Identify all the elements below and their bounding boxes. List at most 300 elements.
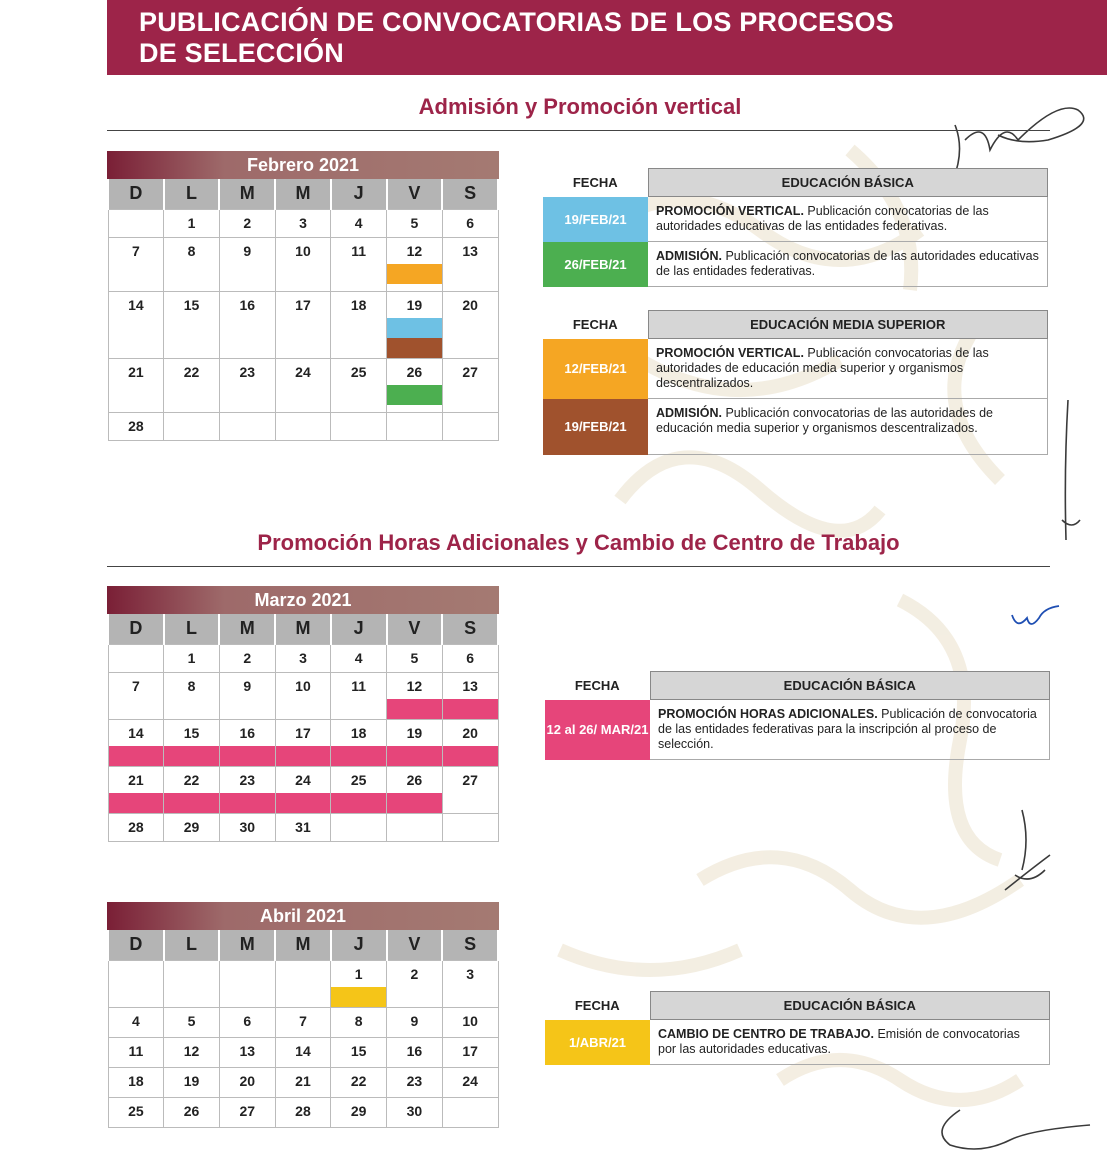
calendar-day-number: 28 [128,417,144,434]
calendar-day-number: 19 [406,724,423,741]
weekday-header: M [219,614,275,644]
calendar-day-number [109,645,164,671]
calendar-day-cell [387,237,443,291]
table-row [545,700,1050,760]
date-highlight-bar [164,793,219,813]
calendar-day-cell [164,719,220,766]
calendar-day-cell [331,1097,387,1127]
calendar-day-number: 16 [239,724,256,741]
weekday-header: V [387,179,443,209]
date-cell: 12 al 26/ MAR/21 [545,700,650,760]
calendar-day-cell [219,1037,275,1067]
calendar-day-cell [164,644,220,672]
calendar-month-title: Abril 2021 [107,902,499,930]
header-line-1: PUBLICACIÓN DE CONVOCATORIAS DE LOS PROCESOS [139,7,894,37]
calendar-day-number: 26 [406,771,423,788]
calendar-day-cell [331,644,387,672]
calendar-day-number: 9 [410,1012,419,1029]
calendar-day-cell [108,1037,164,1067]
calendar-day-number: 15 [183,296,200,313]
calendar-day-cell [164,237,220,291]
date-cell: 26/FEB/21 [543,242,648,287]
calendar-day-number: 15 [350,1042,367,1059]
calendar-day-number: 21 [128,771,144,788]
section-title-horas: Promoción Horas Adicionales y Cambio de Centro de Trabajo [257,530,900,555]
description-title: PROMOCIÓN VERTICAL. [656,204,804,218]
calendar-day-number: 30 [406,1102,423,1119]
description-text: Publicación convocatorias de las autoridades educativas de las entidades federativas. [656,249,1039,278]
education-level-header: EDUCACIÓN MEDIA SUPERIOR [648,311,1048,339]
education-level-header: EDUCACIÓN BÁSICA [648,169,1048,197]
calendar-day-number: 1 [187,649,196,666]
weekday-header: L [164,614,220,644]
calendar-day-number: 7 [131,677,140,694]
date-highlight-bar [387,699,442,719]
calendar-day-cell [442,291,498,358]
calendar-day-number: 14 [128,724,144,741]
calendar-day-cell [164,1067,220,1097]
calendar-day-number [443,413,498,439]
calendar-day-cell [387,412,443,440]
calendar-day-cell [275,960,331,1007]
description-text: Publicación convocatorias de las autoridades educativas de las entidades federativas. [656,204,989,233]
calendar-day-number: 25 [128,1102,144,1119]
calendar-day-cell [164,1097,220,1127]
calendar-day-number: 6 [466,649,474,666]
calendar-day-number: 25 [350,363,367,380]
date-highlight-bar [331,987,386,1007]
weekday-header: S [442,930,498,960]
description-cell [650,700,1050,760]
calendar-day-cell [164,291,220,358]
calendar-day-cell [331,1007,387,1037]
calendar-day-number: 23 [239,771,256,788]
calendar-day-number: 24 [462,1072,478,1089]
calendar-day-number: 24 [295,363,311,380]
fecha-column-header: FECHA [543,169,648,197]
table-additional-hours [545,671,1050,760]
calendar-day-number: 16 [239,296,256,313]
calendar-day-number: 1 [354,965,363,982]
weekday-header: S [442,179,498,209]
calendar-day-cell [219,644,275,672]
calendar-day-number: 4 [131,1012,140,1029]
calendar-day-number: 27 [462,363,478,380]
fecha-column-header: FECHA [543,311,648,339]
calendar-day-number: 1 [187,214,196,231]
calendar-day-number: 7 [131,242,140,259]
weekday-header: J [331,179,387,209]
calendar-day-cell [219,672,275,719]
calendar-day-number: 20 [462,724,478,741]
calendar-day-cell [108,1007,164,1037]
calendar-day-number: 23 [406,1072,423,1089]
description-title: ADMISIÓN. [656,249,722,263]
calendar-day-cell [108,766,164,813]
description-text: Publicación convocatorias de las autoridades de educación media superior y organismos descentralizados. [656,406,993,435]
calendar-day-number: 2 [243,214,252,231]
calendar-day-cell [442,813,498,841]
weekday-header: D [108,179,164,209]
calendar-day-cell [442,1067,498,1097]
description-cell [650,1020,1050,1065]
calendar-day-cell [219,719,275,766]
education-level-header: EDUCACIÓN BÁSICA [650,992,1050,1020]
calendar-day-cell [164,358,220,412]
calendar-april [107,902,499,1128]
date-highlight-bar [387,264,442,284]
table-upper-secondary [543,310,1048,455]
weekday-header: M [219,930,275,960]
calendar-day-number: 17 [462,1042,478,1059]
calendar-day-number: 30 [239,818,256,835]
calendar-day-number: 5 [410,214,419,231]
calendar-day-number: 13 [462,242,478,259]
calendar-day-cell [108,1097,164,1127]
table-workplace-change [545,991,1050,1065]
calendar-day-number: 9 [243,677,252,694]
calendar-day-number: 4 [354,214,363,231]
calendar-day-cell [331,813,387,841]
divider [107,130,1050,131]
calendar-day-number: 10 [295,677,311,694]
calendar-day-number: 31 [295,818,311,835]
calendar-day-number: 27 [462,771,478,788]
calendar-day-cell [275,672,331,719]
calendar-day-number: 19 [406,296,423,313]
calendar-day-number [164,961,219,987]
calendar-day-cell [219,358,275,412]
weekday-header: D [108,930,164,960]
date-highlight-bar [220,793,275,813]
weekday-header: S [442,614,498,644]
date-highlight-bar [276,746,331,766]
calendar-day-cell [387,1007,443,1037]
calendar-day-cell [387,1097,443,1127]
weekday-header: M [275,179,331,209]
description-text: Emisión de convocatorias por las autoridades educativas. [658,1027,1020,1056]
calendar-day-number: 18 [350,296,367,313]
calendar-day-number: 3 [299,649,307,666]
date-highlight-bar [387,746,442,766]
calendar-day-number: 28 [128,818,144,835]
calendar-day-cell [219,209,275,237]
date-highlight-bar [331,746,386,766]
calendar-day-cell [164,1037,220,1067]
description-cell [648,197,1048,242]
calendar-day-number [109,210,164,236]
calendar-day-cell [331,209,387,237]
weekday-header: V [387,614,443,644]
calendar-day-cell [331,237,387,291]
calendar-day-number: 6 [243,1012,252,1029]
calendar-day-number: 26 [183,1102,200,1119]
calendar-day-number [387,413,442,439]
table-row [543,339,1048,399]
calendar-day-cell [108,960,164,1007]
calendar-day-cell [164,672,220,719]
date-highlight-bar [387,385,442,405]
calendar-day-cell [387,719,443,766]
calendar-day-number [220,961,275,987]
date-highlight-bar [443,746,498,766]
calendar-day-number: 3 [466,965,474,982]
calendar-day-cell [387,1067,443,1097]
calendar-day-number: 13 [462,677,478,694]
calendar-day-cell [164,412,220,440]
calendar-day-number: 2 [410,965,419,982]
calendar-day-number: 26 [406,363,423,380]
calendar-day-cell [108,358,164,412]
calendar-day-cell [219,1067,275,1097]
description-text: Publicación convocatorias de las autoridades de educación media superior y organismos descentralizados. [656,346,989,390]
table-basic-education-feb [543,168,1048,287]
calendar-day-number: 10 [295,242,311,259]
calendar-day-number: 3 [299,214,307,231]
calendar-day-cell [331,960,387,1007]
calendar-day-cell [442,719,498,766]
calendar-day-number: 22 [350,1072,367,1089]
calendar-day-number: 22 [183,363,200,380]
calendar-day-cell [275,644,331,672]
calendar-february [107,151,499,441]
calendar-day-cell [331,358,387,412]
calendar-day-cell [442,412,498,440]
calendar-day-number: 13 [239,1042,256,1059]
calendar-day-number: 5 [187,1012,196,1029]
calendar-day-cell [164,766,220,813]
calendar-day-number: 11 [128,1042,144,1059]
calendar-day-cell [275,719,331,766]
calendar-day-number: 6 [466,214,474,231]
calendar-day-cell [108,813,164,841]
description-cell [648,339,1048,399]
calendar-day-cell [219,412,275,440]
calendar-day-cell [108,1067,164,1097]
calendar-day-cell [442,237,498,291]
calendar-day-number: 17 [295,724,311,741]
description-cell [648,399,1048,455]
calendar-day-cell [275,291,331,358]
date-highlight-bar [109,793,164,813]
calendar-day-cell [331,412,387,440]
calendar-day-cell [331,1037,387,1067]
calendar-day-number [276,413,331,439]
weekday-header: M [219,179,275,209]
date-highlight-bar [443,699,498,719]
description-cell [648,242,1048,287]
calendar-day-cell [442,960,498,1007]
calendar-day-cell [275,766,331,813]
calendar-day-cell [275,1067,331,1097]
calendar-day-cell [108,412,164,440]
calendar-day-cell [108,209,164,237]
calendar-day-cell [275,1037,331,1067]
calendar-day-number: 8 [187,242,196,259]
calendar-day-cell [331,719,387,766]
calendar-day-cell [108,672,164,719]
calendar-day-cell [442,209,498,237]
calendar-day-cell [108,719,164,766]
calendar-day-number: 17 [295,296,311,313]
calendar-day-cell [387,291,443,358]
calendar-day-number: 2 [243,649,252,666]
calendar-day-number: 19 [183,1072,200,1089]
calendar-day-number: 14 [295,1042,311,1059]
calendar-day-number: 20 [462,296,478,313]
calendar-day-cell [219,813,275,841]
calendar-day-number [331,814,386,840]
calendar-day-cell [331,766,387,813]
calendar-day-cell [442,766,498,813]
calendar-day-number: 12 [183,1042,200,1059]
fecha-column-header: FECHA [545,992,650,1020]
calendar-day-number [443,1098,498,1124]
calendar-day-cell [275,1007,331,1037]
calendar-day-number: 21 [295,1072,311,1089]
calendar-day-number: 5 [410,649,419,666]
calendar-day-number [276,961,331,987]
calendar-day-number: 28 [295,1102,311,1119]
date-cell: 1/ABR/21 [545,1020,650,1065]
calendar-day-number: 8 [354,1012,363,1029]
calendar-day-cell [442,672,498,719]
calendar-day-cell [164,813,220,841]
calendar-day-cell [164,209,220,237]
calendar-day-cell [442,358,498,412]
calendar-day-cell [331,291,387,358]
calendar-day-cell [331,672,387,719]
weekday-header: L [164,930,220,960]
calendar-day-number [109,961,164,987]
calendar-day-cell [387,672,443,719]
calendar-day-number: 21 [128,363,144,380]
date-highlight-bar [220,746,275,766]
calendar-day-number: 11 [351,242,367,259]
weekday-header: D [108,614,164,644]
calendar-day-number: 7 [299,1012,307,1029]
calendar-day-number: 20 [239,1072,256,1089]
date-highlight-bar [387,793,442,813]
calendar-day-cell [275,412,331,440]
calendar-day-cell [387,209,443,237]
calendar-day-cell [275,209,331,237]
calendar-day-number: 14 [128,296,144,313]
page-header-banner [107,0,1107,75]
calendar-day-number: 9 [243,242,252,259]
calendar-day-number: 27 [239,1102,256,1119]
calendar-day-number: 10 [462,1012,478,1029]
calendar-day-cell [275,237,331,291]
calendar-day-cell [275,1097,331,1127]
calendar-day-cell [219,237,275,291]
header-line-2: DE SELECCIÓN [139,38,344,68]
calendar-day-cell [219,960,275,1007]
calendar-day-cell [387,960,443,1007]
table-row [545,1020,1050,1065]
calendar-day-cell [108,291,164,358]
date-highlight-bar [276,793,331,813]
table-row [543,242,1048,287]
calendar-day-cell [108,237,164,291]
calendar-day-cell [442,1097,498,1127]
calendar-day-number: 23 [239,363,256,380]
calendar-day-cell [442,644,498,672]
calendar-day-cell [219,1007,275,1037]
calendar-day-number: 29 [350,1102,367,1119]
calendar-day-number: 29 [183,818,200,835]
calendar-day-cell [387,766,443,813]
weekday-header: J [331,930,387,960]
date-highlight-bar [164,746,219,766]
calendar-day-number [331,413,386,439]
calendar-day-cell [275,813,331,841]
calendar-month-title: Febrero 2021 [107,151,499,179]
table-row [543,197,1048,242]
calendar-day-number: 12 [406,242,423,259]
section-title-admision: Admisión y Promoción vertical [418,94,742,119]
calendar-day-number [443,814,498,840]
description-text: Publicación de convocatoria de las entidades federativas para la inscripción al proceso de selección. [658,707,1037,751]
description-title: ADMISIÓN. [656,406,722,420]
calendar-day-cell [387,813,443,841]
calendar-day-cell [164,960,220,1007]
fecha-column-header: FECHA [545,672,650,700]
calendar-day-number: 24 [295,771,311,788]
table-row [543,399,1048,455]
calendar-day-number: 11 [351,677,367,694]
calendar-day-cell [387,358,443,412]
calendar-month-title: Marzo 2021 [107,586,499,614]
weekday-header: M [275,930,331,960]
calendar-march [107,586,499,842]
calendar-day-number: 22 [183,771,200,788]
calendar-day-number [387,814,442,840]
weekday-header: J [331,614,387,644]
date-cell: 12/FEB/21 [543,339,648,399]
calendar-day-cell [442,1007,498,1037]
description-title: CAMBIO DE CENTRO DE TRABAJO. [658,1027,874,1041]
calendar-day-number: 8 [187,677,196,694]
description-title: PROMOCIÓN VERTICAL. [656,346,804,360]
calendar-day-number: 16 [406,1042,423,1059]
calendar-day-cell [219,766,275,813]
calendar-day-number: 4 [354,649,363,666]
calendar-day-number [164,413,219,439]
calendar-day-cell [275,358,331,412]
calendar-day-cell [387,644,443,672]
calendar-day-number [220,413,275,439]
weekday-header: L [164,179,220,209]
calendar-day-cell [164,1007,220,1037]
calendar-day-cell [219,1097,275,1127]
weekday-header: M [275,614,331,644]
calendar-day-cell [331,1067,387,1097]
calendar-day-number: 25 [350,771,367,788]
calendar-day-number: 15 [183,724,200,741]
calendar-day-number: 12 [406,677,423,694]
weekday-header: V [387,930,443,960]
date-highlight-bar [387,338,442,358]
date-highlight-bar [331,793,386,813]
calendar-day-number: 18 [128,1072,144,1089]
calendar-day-cell [108,644,164,672]
calendar-day-cell [442,1037,498,1067]
date-highlight-bar [387,318,442,338]
calendar-day-cell [387,1037,443,1067]
divider [107,566,1050,567]
date-cell: 19/FEB/21 [543,399,648,455]
